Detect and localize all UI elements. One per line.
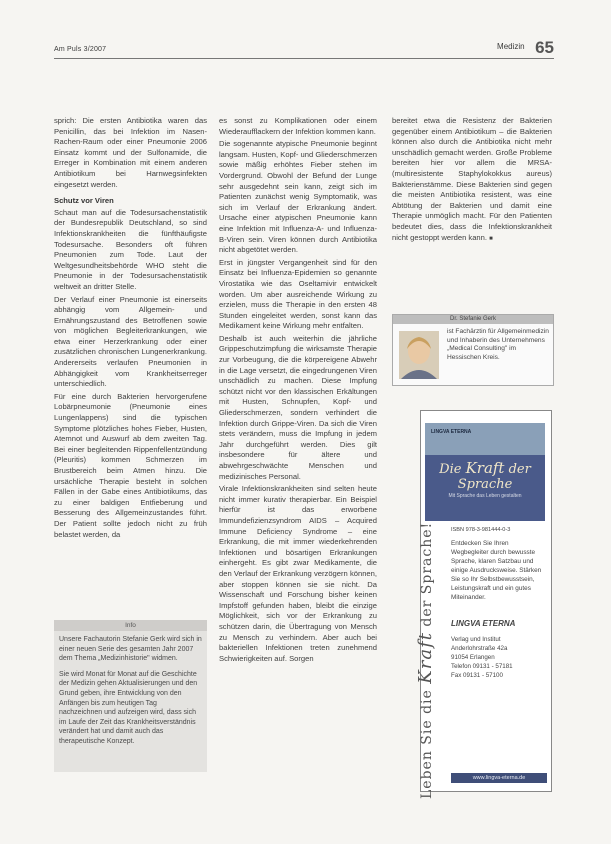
author-portrait-icon [399, 331, 439, 379]
author-box [392, 314, 554, 386]
book-cover [425, 423, 545, 521]
book-title [425, 459, 545, 492]
info-box-heading: Info [54, 620, 207, 631]
author-photo [399, 331, 439, 379]
slogan-prefix: Leben Sie die [419, 689, 435, 799]
article-column-3 [392, 116, 552, 246]
book-title-suffix: der Sprache [457, 462, 531, 492]
article-subheading: Schutz vor Viren [54, 196, 114, 206]
address-line: Verlag und Institut [451, 636, 501, 643]
article-paragraph: es sonst zu Komplikationen oder einem Wiederaufflackern der Infektion kommen kann. [219, 116, 377, 136]
book-isbn: ISBN 978-3-981444-0-3 [451, 527, 511, 533]
article-paragraph-text: bereitet etwa die Resistenz der Bakterien gegenüber einem Antibiotikum – die Bakterien können also durch die Antibiotika nicht mehr unschädlich gemacht werden. Große Probleme bereiten hier vor allem die MRSA-(multiresistente Staphylokokkus aureus) Bakterienstämme. Diese Bakterien sind gegen die meisten Antibiotika resistent, was eine Abtötung der Bakterien und damit eine Therapie unmöglich macht. Für den Patienten bedeutet dies, dass die Infektionskrankheit nicht gestoppt werden kann. [392, 116, 552, 242]
address-line: Fax 09131 - 57100 [451, 672, 503, 679]
ad-vertical-slogan [415, 521, 436, 799]
article-column-1 [54, 116, 207, 542]
info-paragraph: Sie wird Monat für Monat auf die Geschichte der Medizin gehen Aktualisierungen und den Grund geben, ihre Entwicklung von den Anfängen bis zum heutigen Tag nachzeichnen und aufzeigen wird, dass sich im Laufe der Zeit das Krankheitsverständnis verändert hat und damit auch das therapeutische Konzept. [59, 670, 198, 745]
info-box-body [54, 631, 207, 757]
article-paragraph [392, 116, 552, 244]
page-number: 65 [535, 38, 554, 57]
slogan-suffix: der Sprache! [419, 521, 435, 627]
book-cover-top [425, 423, 545, 455]
info-paragraph: Unsere Fachautorin Stefanie Gerk wird sich in einer neuen Serie des gesamten Jahr 2007 dem Thema „Medizinhistorie" widmen. [59, 636, 202, 663]
ad-url: www.lingva-eterna.de [451, 773, 547, 783]
article-paragraph: sprich: Die ersten Antibiotika waren das Penicillin, das bei Infektion im Nasen-Rachen-Raum oder einer Pneumonie 2006 Einsatz kommt und der Sulfonamide, die Erreger in Kombination mit einem anderen Antibiotikum bei Harnwegsinfekten eingesetzt werden. [54, 116, 207, 189]
info-box [54, 620, 207, 772]
address-line: Anderlohrstraße 42a [451, 645, 508, 652]
book-publisher: LINGVA ETERNA [431, 429, 472, 435]
book-advertisement [415, 410, 552, 799]
article-paragraph: Die sogenannte atypische Pneumonie beginnt langsam. Husten, Kopf- und Gliederschmerzen sowie mäßig erhöhtes Fieber stehen im Vordergrund. Obwohl der Befund der Lunge sehr ausgedehnt sein kann, zeigt sich im Patienten zunächst wenig Symptomatik, was sich im Verlauf der Erkrankung ändert. Ursache einer atypischen Pneumonie kann eine Infektion mit Influenza-A- und Influenza-B-Viren sein. Viren können durch Antibiotika nicht abgetötet werden. [219, 139, 377, 255]
article-paragraph: Für eine durch Bakterien hervorgerufene Lobärpneumonie (Pneumonie eines Lungenlappens) sind die typischen Symptome plötzliches hohes Fieber, Husten, Atemnot und Auswurf ab dem zweiten Tag. Bei einer begleitenden Rippenfellentzündung (Pleuritis) kommen Schmerzen im Brustbereich beim Atmen hinzu. Die ursächliche Therapie besteht in solchen Fällen in der Gabe eines Antibiotikums, das zu einer baldigen Entfieberung und Besserung des Allgemeinzustandes führt. Der Patient sollte jedoch nicht zu früh belastet werden, da [54, 391, 207, 539]
article-paragraph: Erst in jüngster Vergangenheit sind für den Einsatz bei Influenza-Epidemien so genannte Virostatika wie das Oseltamivir entwickelt worden. Um aber ausreichende Wirkung zu erzielen, muss die Therapie in den ersten 48 Stunden eingeleitet werden, sonst kann das Medikament keine Wirkung mehr entfalten. [219, 257, 377, 331]
book-title-main: Kraft [465, 459, 505, 477]
article-paragraph: Schaut man auf die Todesursachenstatistik der Bundesrepublik Deutschland, so sind Infektionskrankheiten die fünfthäufigste Todesursache. Besonders oft führen Pneumonien zum Tode. Laut der Weltgesundheitsbehörde WHO steht die Pneumonie in der Todesursachenstatistik weltweit an dritter Stelle. [54, 207, 207, 291]
address-line: Telefon 09131 - 57181 [451, 663, 513, 670]
ad-body-text: Entdecken Sie Ihren Wegbegleiter durch bewusste Sprache, klaren Satzbau und einige Ausdrucksweise. Stärken Sie so Ihr Selbstbewusstsein, Leistungskraft und ein gutes Miteinander. [451, 540, 542, 601]
article-paragraph: Deshalb ist auch weiterhin die jährliche Grippeschutzimpfung die wirksamste Therapie zur Vorbeugung, die die körpereigene Abwehr in die Lage versetzt, die eingedrungenen Viren unschädlich zu machen. Diese Impfung schützt nicht vor den klassischen Erkältungen mit Husten, Schnupfen, Kopf- und Gliederschmerzen, sondern verhindert die Infektion durch Grippe-Viren. Da sich die Viren stets verändern, muss die Impfung in jedem Jahr durchgeführt werden. Dies gilt insbesondere für ältere und abwehrgeschwächte Menschen und medizinisches Personal. [219, 333, 377, 481]
author-name: Dr. Stefanie Gerk [393, 315, 553, 324]
article-column-2 [219, 116, 377, 666]
address-line: 91054 Erlangen [451, 654, 495, 661]
end-mark: ■ [489, 235, 493, 242]
book-title-prefix: Die [439, 462, 462, 477]
slogan-kraft: Kraft [415, 632, 436, 684]
section-name: Medizin [497, 42, 525, 51]
article-paragraph: Der Verlauf einer Pneumonie ist einerseits abhängig vom Allgemein- und Ernährungszustand des Betroffenen sowie von möglichen Begleiterkrankungen, wie etwa einer Herzerkrankung oder einer zusätzlichen chronischen Lungenerkrankung. Andererseits verlaufen Pneumonien in Abhängigkeit vom Krankheitserreger unterschiedlich. [54, 294, 207, 389]
ad-address [451, 635, 547, 680]
book-subtitle: Mit Sprache das Leben gestalten [448, 493, 522, 499]
header-right [497, 38, 554, 58]
publication-issue: Am Puls 3/2007 [54, 46, 107, 53]
author-bio: ist Fachärztin für Allgemeinmedizin und Inhaberin des Unternehmens „Medical Consulting" im Hessischen Kreis. [447, 328, 549, 361]
ad-brand: LINGVA ETERNA [451, 619, 516, 628]
header-rule [54, 58, 554, 59]
article-paragraph: Virale Infektionskrankheiten sind selten heute nicht immer kurativ therapierbar. Ein Beispiel hierfür ist das erworbene Immundefizienzsyndrom AIDS – Acquired Immune Deficiency Syndrome – eine Erkrankung, die mit immer wiederkehrenden Infektionen und bösartigen Erkrankungen einhergeht. Es gibt zwar Medikamente, die den Verlauf der Erkrankung verzögern können, aber stoppen können sie sie nicht. Da Wissenschaft und Forschung bisher keinen Impfstoff gefunden haben, bleibt die einzige Möglichkeit, sich vor der Erkrankung zu schützen darin, die Übertragung von Mensch zu Mensch zu verhindern. Aber auch bei bakteriellen Infektionen treten zunehmend Schwierigkeiten auf. Sorgen [219, 484, 377, 663]
page-header [54, 38, 554, 58]
